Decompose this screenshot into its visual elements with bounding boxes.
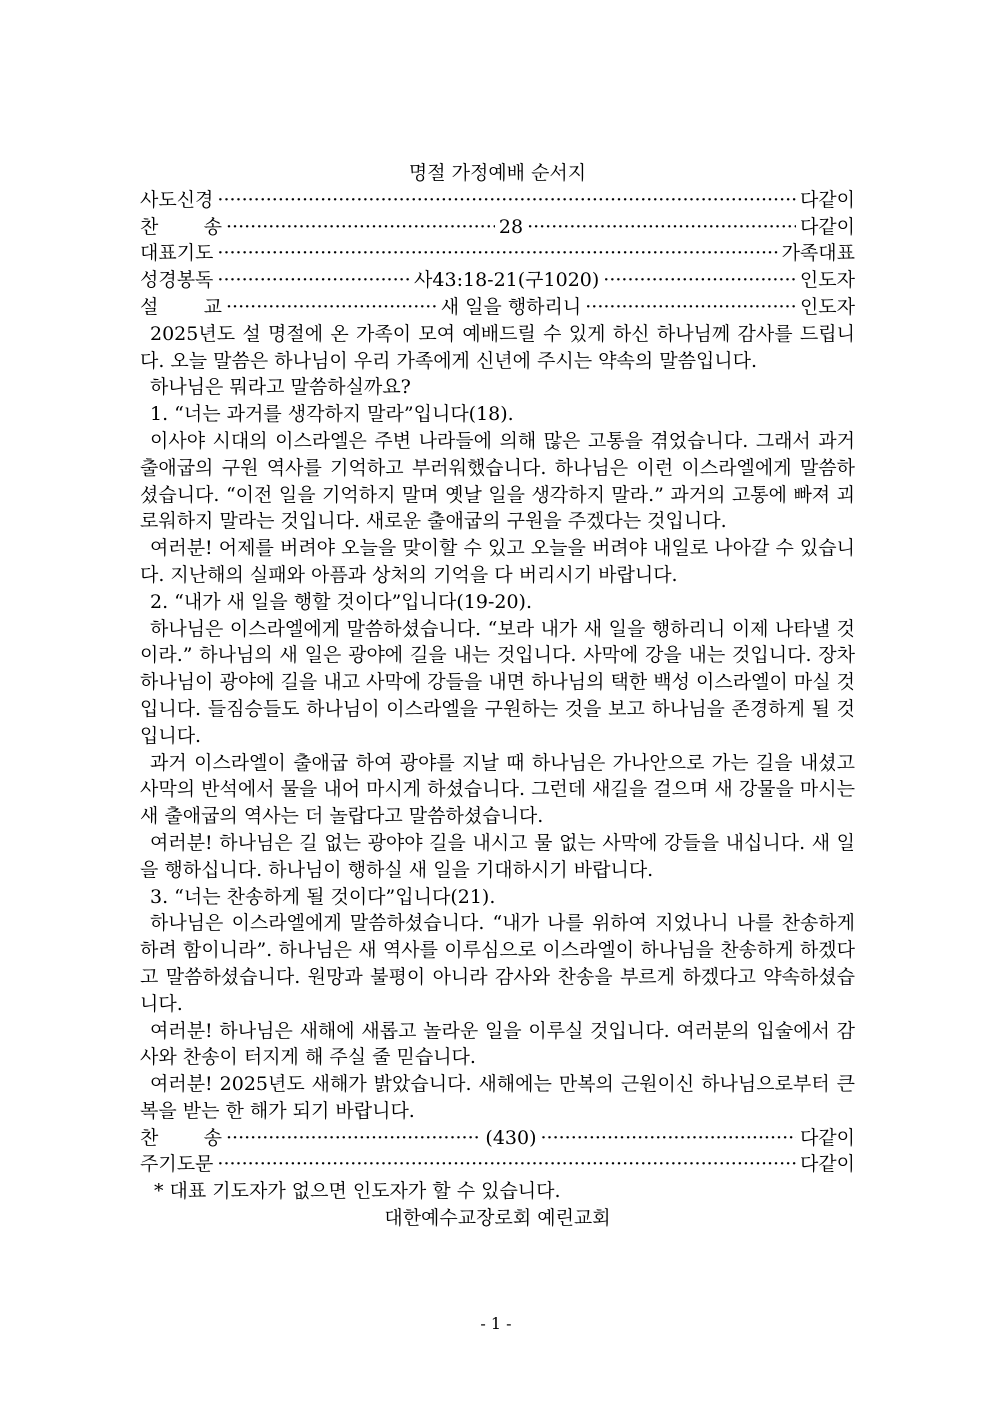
sermon-paragraph: 2025년도 설 명절에 온 가족이 모여 예배드릴 수 있게 하신 하나님께 감사를 드립니다. 오늘 말씀은 하나님이 우리 가족에게 신년에 주시는 약속의 말씀입니다.	[140, 322, 855, 372]
order-item-value: 28	[498, 215, 524, 238]
order-item	[140, 214, 855, 241]
sermon-paragraph: 하나님은 이스라엘에게 말씀하셨습니다. “보라 내가 새 일을 행하리니 이제 나타낼 것이라.” 하나님의 새 일은 광야에 길을 내는 것입니다. 사막에 강을 내는 것입니다. 장차 하나님이 광야에 길을 내고 사막에 강들을 내면 하나님의 택한 백성 이스라엘이 마실 것입니다. 들짐승들도 하나님이 이스라엘을 구원하는 것을 보고 하나님을 존경하게 될 것입니다.	[140, 617, 855, 747]
leader-dots	[217, 267, 410, 294]
order-item-role: 다같이	[799, 1126, 855, 1149]
order-item-name-char: 찬	[140, 1126, 159, 1149]
sermon-paragraph: 이사야 시대의 이스라엘은 주변 나라들에 의해 많은 고통을 겪었습니다. 그래서 과거 출애굽의 구원 역사를 기억하고 부러워했습니다. 하나님은 이런 이스라엘에게 말씀하셨습니다. “이전 일을 기억하지 말며 옛날 일을 생각하지 말라.” 과거의 고통에 빠져 괴로워하지 말라는 것입니다. 새로운 출애굽의 구원을 주겠다는 것입니다.	[140, 429, 855, 533]
church-name: 대한예수교장로회 예린교회	[384, 1207, 611, 1230]
order-item	[140, 1125, 855, 1152]
leader-dots	[217, 240, 777, 267]
order-item-value: (430)	[485, 1126, 537, 1149]
order-item-name-char: 교	[203, 295, 222, 318]
sermon-point: 하나님은 뭐라고 말씀하실까요?	[150, 376, 411, 399]
order-item-name-char: 송	[203, 1126, 222, 1149]
order-item	[140, 294, 855, 321]
leader-dots	[226, 214, 495, 241]
sermon-paragraph: 과거 이스라엘이 출애굽 하여 광야를 지날 때 하나님은 가나안으로 가는 길을 내셨고 사막의 반석에서 물을 내어 마시게 하셨습니다. 그런데 새길을 걸으며 새 강물을 마시는 새 출애굽의 역사는 더 놀랍다고 말씀하셨습니다.	[140, 751, 855, 828]
order-item	[140, 187, 855, 214]
leader-dots	[603, 267, 796, 294]
order-item	[140, 240, 855, 267]
order-item-name-char: 송	[203, 215, 222, 238]
order-item-role: 인도자	[799, 269, 855, 292]
footnote: * 대표 기도자가 없으면 인도자가 할 수 있습니다.	[154, 1180, 561, 1203]
sermon-point: 1. “너는 과거를 생각하지 말라”입니다(18).	[150, 403, 514, 426]
leader-dots	[217, 1151, 796, 1178]
order-item-name-char: 설	[140, 295, 159, 318]
order-item	[140, 267, 855, 294]
document-title: 명절 가정예배 순서지	[408, 162, 587, 184]
order-of-service-top	[140, 187, 855, 321]
order-item-name-char: 찬	[140, 215, 159, 238]
sermon-paragraph: 여러분! 2025년도 새해가 밝았습니다. 새해에는 만복의 근원이신 하나님으로부터 큰 복을 받는 한 해가 되기 바랍니다.	[140, 1073, 855, 1122]
order-item-name	[140, 1125, 222, 1152]
order-item-role: 다같이	[799, 1153, 855, 1176]
order-item-value: 사43:18-21(구1020)	[414, 269, 600, 292]
leader-dots	[585, 294, 796, 321]
order-item-name: 사도신경	[140, 188, 214, 211]
sermon-body	[140, 321, 855, 1125]
leader-dots	[226, 1125, 481, 1152]
sermon-point: 3. “너는 찬송하게 될 것이다”입니다(21).	[150, 885, 496, 908]
leader-dots	[226, 294, 437, 321]
worship-order-content	[140, 160, 855, 1232]
leader-dots	[527, 214, 796, 241]
order-item-name	[140, 214, 222, 241]
order-item-name: 주기도문	[140, 1153, 214, 1176]
order-item-role: 인도자	[799, 295, 855, 318]
order-item-name	[140, 294, 222, 321]
sermon-paragraph: 하나님은 이스라엘에게 말씀하셨습니다. “내가 나를 위하여 지었나니 나를 찬송하게 하려 함이니라”. 하나님은 새 역사를 이루심으로 이스라엘이 하나님을 찬송하게 하겠다고 말씀하셨습니다. 원망과 불평이 아니라 감사와 찬송을 부르게 하겠다고 약속하셨습니다.	[140, 912, 855, 1015]
leader-dots	[217, 187, 796, 214]
page-number: - 1 -	[480, 1314, 512, 1333]
order-item-name: 대표기도	[140, 242, 214, 265]
sermon-paragraph: 여러분! 어제를 버려야 오늘을 맞이할 수 있고 오늘을 버려야 내일로 나아갈 수 있습니다. 지난해의 실패와 아픔과 상처의 기억을 다 버리시기 바랍니다.	[140, 537, 855, 586]
order-item-role: 다같이	[799, 188, 855, 211]
sermon-paragraph: 여러분! 하나님은 새해에 새롭고 놀라운 일을 이루실 것입니다. 여러분의 입술에서 감사와 찬송이 터지게 해 주실 줄 믿습니다.	[140, 1019, 855, 1069]
order-item-role: 가족대표	[781, 242, 855, 265]
order-item-value: 새 일을 행하리니	[440, 295, 582, 318]
order-of-service-bottom	[140, 1125, 855, 1179]
sermon-point: 2. “내가 새 일을 행할 것이다”입니다(19-20).	[150, 590, 532, 613]
leader-dots	[541, 1125, 796, 1152]
order-item-name: 성경봉독	[140, 269, 214, 292]
sermon-paragraph: 여러분! 하나님은 길 없는 광야야 길을 내시고 물 없는 사막에 강들을 내십니다. 새 일을 행하십니다. 하나님이 행하실 새 일을 기대하시기 바랍니다.	[140, 831, 855, 881]
order-item-role: 다같이	[799, 215, 855, 238]
order-item	[140, 1151, 855, 1178]
